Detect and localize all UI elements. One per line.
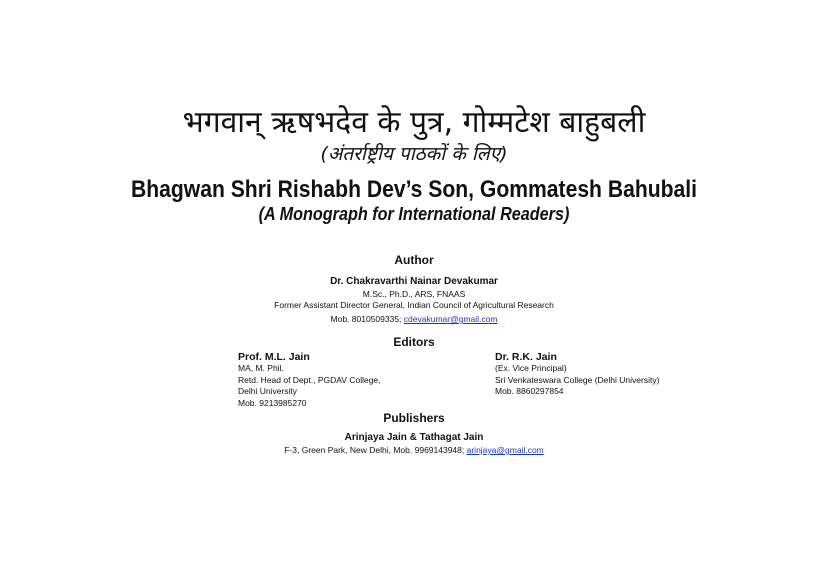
editors-heading: Editors bbox=[393, 335, 435, 349]
subtitle-english: (A Monograph for International Readers) bbox=[258, 204, 570, 224]
publishers-email-link[interactable]: arinjaya@gmail.com bbox=[466, 445, 544, 455]
publishers-contact bbox=[0, 445, 828, 457]
editor-left-line: Retd. Head of Dept., PGDAV College, bbox=[238, 374, 381, 385]
editor-left-line: Mob. 9213985270 bbox=[238, 397, 307, 408]
editor-right-line: (Ex. Vice Principal) bbox=[495, 363, 567, 373]
editor-right-line: Mob. 8860297854 bbox=[495, 386, 564, 396]
publishers-names: Arinjaya Jain & Tathagat Jain bbox=[344, 432, 484, 443]
author-contact bbox=[0, 314, 828, 326]
author-heading: Author bbox=[394, 253, 434, 267]
publishers-address: F-3, Green Park, New Delhi, Mob. 9969143948; bbox=[284, 445, 465, 455]
title-english: Bhagwan Shri Rishabh Dev’s Son, Gommatesh Bahubali bbox=[130, 176, 698, 203]
author-mob: Mob. 8010509335; bbox=[330, 314, 402, 324]
author-name: Dr. Chakravarthi Nainar Devakumar bbox=[330, 276, 498, 287]
editor-left-line: Delhi University bbox=[238, 386, 298, 396]
editor-left-line: MA, M. Phil. bbox=[238, 363, 284, 373]
subtitle-hindi: (अंतर्राष्ट्रीय पाठकों के लिए) bbox=[320, 143, 508, 165]
editor-right bbox=[495, 351, 659, 398]
editor-left bbox=[238, 351, 381, 409]
author-degrees: M.Sc., Ph.D., ARS, FNAAS bbox=[362, 289, 466, 299]
publishers-heading: Publishers bbox=[383, 411, 445, 425]
author-position: Former Assistant Director General, Indian Council of Agricultural Research bbox=[274, 300, 554, 310]
title-hindi: भगवान् ऋषभदेव के पुत्र, गोम्मटेश बाहुबली bbox=[182, 105, 646, 140]
editor-left-name: Prof. M.L. Jain bbox=[238, 351, 310, 363]
editor-right-line: Sri Venkateswara College (Delhi University) bbox=[495, 374, 660, 385]
author-email-link[interactable]: cdevakumar@gmail.com bbox=[403, 314, 498, 324]
editor-right-name: Dr. R.K. Jain bbox=[495, 351, 557, 363]
